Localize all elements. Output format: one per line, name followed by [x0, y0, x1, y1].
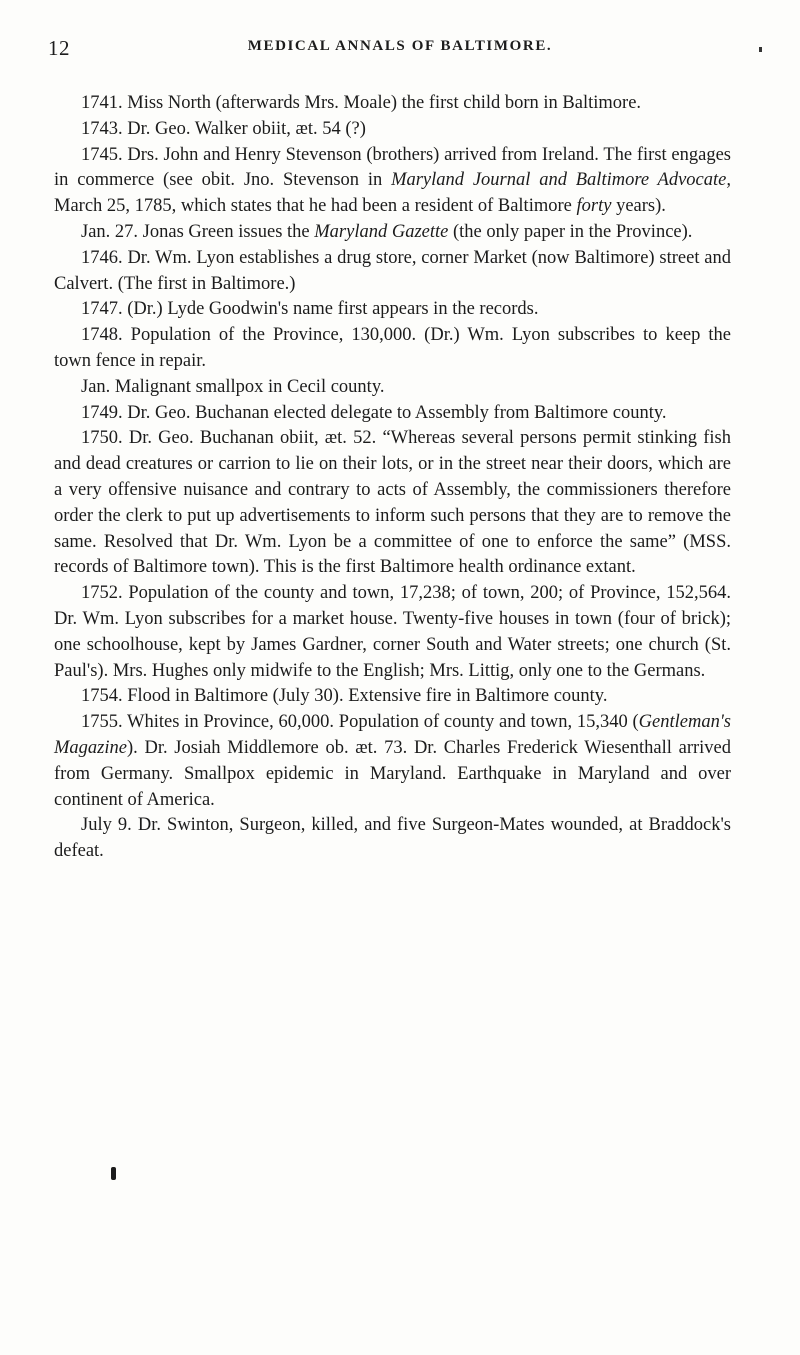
entry-1745-text-c: years). — [611, 196, 666, 217]
print-speck — [759, 47, 762, 52]
entry-1745 — [54, 143, 731, 220]
entry-1745-text-b: March 25, 1785, which states that he had been a resident of Baltimore — [54, 196, 577, 217]
entry-1755-magazine-title: Gentleman's Magazine — [54, 712, 731, 758]
entry-1755-text-b: ). Dr. Josiah Middlemore ob. æt. 73. Dr. Charles Frederick Wiesenthall arrived from Germany. Smallpox epidemic in Maryland. Earthquake in Maryland and over continent of America. — [54, 737, 731, 810]
entry-1743: 1743. Dr. Geo. Walker obiit, æt. 54 (?) — [81, 118, 366, 139]
entry-1741: 1741. Miss North (afterwards Mrs. Moale) the first child born in Baltimore. — [81, 93, 642, 113]
entry-1749: 1749. Dr. Geo. Buchanan elected delegate to Assembly from Baltimore county. — [81, 402, 667, 423]
entry-jan-27 — [54, 220, 731, 246]
entry-jan-27-paper-title: Maryland Gazette — [314, 221, 449, 242]
page-header — [48, 36, 752, 66]
entry-july-9: July 9. Dr. Swinton, Surgeon, killed, and five Surgeon-Mates wounded, at Braddock's defeat. — [54, 815, 731, 862]
annals-text — [54, 91, 731, 865]
entry-1746: 1746. Dr. Wm. Lyon establishes a drug store, corner Market (now Baltimore) street and Calvert. (The first in Baltimore.) — [54, 247, 731, 294]
entry-1754: 1754. Flood in Baltimore (July 30). Extensive fire in Baltimore county. — [81, 686, 608, 707]
running-head: MEDICAL ANNALS OF BALTIMORE. — [247, 38, 553, 54]
entry-jan-27-text-b: (the only paper in the Province). — [448, 221, 693, 242]
entry-jan-27-text-a: Jan. 27. Jonas Green issues the — [81, 221, 315, 242]
entry-1750: 1750. Dr. Geo. Buchanan obiit, æt. 52. “Whereas several persons permit stinking fish and dead creatures or carrion to lie on their lots, or in the street near their doors, which are a very offensive nuisance and contrary to acts of Assembly, the commissioners therefore order the clerk to put up advertisements to inform such persons that they are to remove the same. Resolved that Dr. Wm. Lyon be a committee of one to enforce the same” (MSS. records of Baltimore town). This is the first Baltimore health ordinance extant. — [54, 428, 731, 578]
entry-1752: 1752. Population of the county and town, 17,238; of town, 200; of Province, 152,564. Dr. Wm. Lyon subscribes for a market house. Twenty-five houses in town (four of brick); one schoolhouse, kept by James Gardner, corner South and Water streets; one church (St. Paul's). Mrs. Hughes only midwife to the English; Mrs. Littig, only one to the Germans. — [54, 583, 731, 681]
entry-1745-text-a: 1745. Drs. John and Henry Stevenson (brothers) arrived from Ireland. The first engages in commerce (see obit. Jno. Stevenson in — [54, 144, 731, 191]
ink-blot — [111, 1167, 116, 1180]
entry-1755 — [54, 710, 731, 813]
entry-jan: Jan. Malignant smallpox in Cecil county. — [81, 376, 385, 397]
entry-1747: 1747. (Dr.) Lyde Goodwin's name first appears in the records. — [81, 299, 539, 320]
entry-1748: 1748. Population of the Province, 130,000. (Dr.) Wm. Lyon subscribes to keep the town fence in repair. — [54, 325, 731, 371]
entry-1755-text-a: 1755. Whites in Province, 60,000. Population of county and town, 15,340 ( — [81, 712, 639, 733]
entry-1745-emphasis: forty — [576, 196, 612, 217]
entry-1745-journal-title: Maryland Journal and Baltimore Advocate, — [391, 170, 731, 191]
page-number: 12 — [48, 36, 70, 60]
